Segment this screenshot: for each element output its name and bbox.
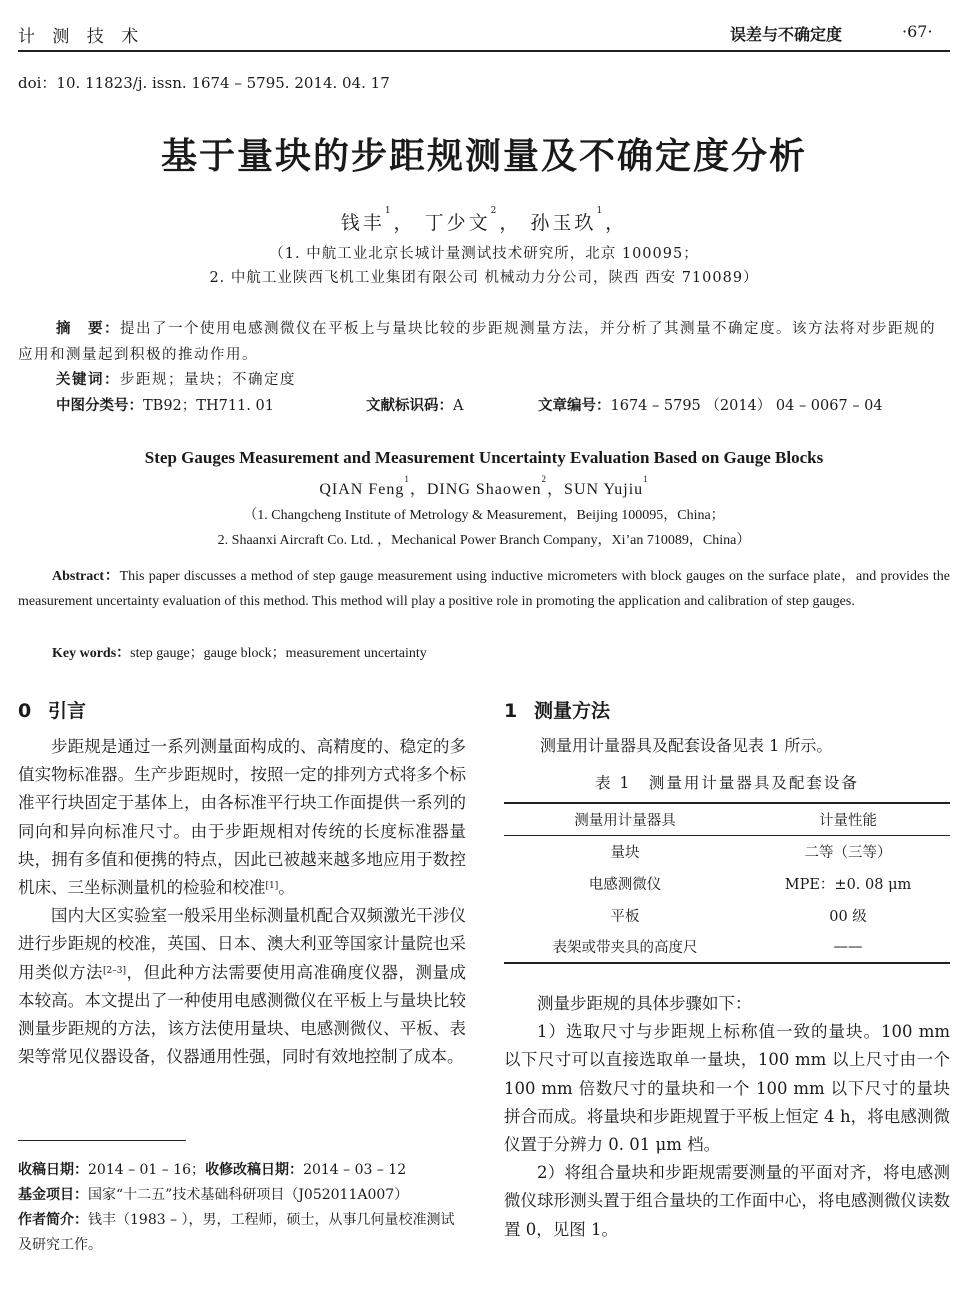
author-affil-mark: 1 [596,206,606,216]
table-cell: 00 级 [829,908,867,925]
intro-body [18,733,466,1071]
keywords-cn [56,368,296,389]
table-header-cell: 测量用计量器具 [504,803,746,835]
author-name-en: QIAN Feng [319,481,405,498]
authors-en: QIAN Feng$^1$，DING Shaowen$^2$，SUN Yujiu$^1$ [319,474,649,498]
footnote-rule [18,1140,186,1141]
keywords-cn-text: 步距规；量块；不确定度 [120,372,296,388]
footnote-fund [18,1183,466,1208]
section-heading-1 [504,696,610,723]
table-cell: 电感测微仪 [588,876,662,893]
citation-ref: [2–3] [103,965,126,976]
journal-name: 计 测 技 术 [18,27,145,47]
intro-paragraph-1 [18,733,466,902]
doc-code-label: 文献标识码： [366,398,453,414]
abstract-cn [18,316,950,368]
table-row [504,899,950,931]
section-title: 测量方法 [534,700,611,722]
section-number: 1 [504,700,518,722]
article-number-label: 文章编号： [538,398,611,414]
author-name: 钱丰 [340,212,385,234]
keywords-en [52,642,427,662]
table-header-row [504,803,950,835]
footnote-label: 收稿日期： [18,1162,88,1178]
footnote-label: 作者简介： [18,1212,88,1228]
footnote-value: 国家“十二五”技术基础科研项目（J052011A007） [88,1187,409,1203]
affiliation-en-1: （1. Changcheng Institute of Metrology & Measurement，Beijing 100095，China； [243,508,725,523]
header-rule [18,50,950,52]
author-separator: ， [393,212,416,234]
citation-ref: [1] [265,881,279,892]
doi: doi：10. 11823/j. issn. 1674 – 5795. 2014. 04. 17 [18,74,390,92]
method-body [504,990,950,1244]
clc-number [56,394,274,415]
author-affil-mark: 1 [404,474,410,484]
footnote-value: 2014 – 01 – 16； [88,1162,206,1178]
keywords-en-label: Key words： [52,646,131,661]
article-number-value: 1674 – 5795 （2014） 04 – 0067 – 04 [610,398,883,414]
footnote-label: 基金项目： [18,1187,88,1203]
abstract-en-label: Abstract： [52,569,120,584]
table-cell: 平板 [610,908,640,925]
footnote [18,1158,466,1258]
author-affil-mark: 2 [541,474,548,484]
table-caption: 表 1 测量用计量器具及配套设备 [595,774,859,792]
keywords-cn-label: 关键词： [56,372,120,388]
clc-value: TB92；TH711. 01 [143,398,274,414]
paragraph-text: 步距规是通过一系列测量面构成的、高精度的、稳定的多值实物标准器。生产步距规时，按照一定的排列方式将多个标准平行块固定于基体上，由各标准平行块工作面提供一系列的同向和异向标准尺寸。由于步距规相对传统的长度标准器量块，拥有多值和便携的特点，因此已被越来越多地应用于数控机床、三坐标测量机的检验和校准 [18,737,466,898]
author-affil-mark: 1 [643,474,649,484]
step-1: 1）选取尺寸与步距规上标称值一致的量块。100 mm 以下尺寸可以直接选取单一量块，100 mm 以上尺寸由一个 100 mm 倍数尺寸的量块和一个 100 mm 以下尺寸的量块拼合而成。将量块和步距规置于平板上恒定 4 h，将电感测微仪置于分辨力 0. 01 μm 档。 [504,1022,950,1155]
section-heading-0 [18,696,86,723]
paragraph-text: ，但此种方法需要使用高准确度仪器，测量成本较高。本文提出了一种使用电感测微仪在平板上与量块比较测量步距规的方法，该方法使用量块、电感测微仪、平板、表架等常见仪器设备，仪器通用性强，同时有效地控制了成本。 [18,962,467,1067]
steps-intro: 测量步距规的具体步骤如下： [537,994,752,1013]
page-number: ·67· [902,22,933,41]
article-number [538,394,883,415]
paragraph-text: 。 [278,878,295,898]
document-code [366,394,463,415]
paragraph-text: 国内大区实验室一般采用坐标测量机配合双频激光干涉仪进行步距规的校准，英国、日本、澳大利亚等国家计量院也采用类似方法 [18,906,466,982]
table-row [504,931,950,963]
footnote-dates [18,1158,466,1183]
section-number: 0 [18,700,32,722]
clc-label: 中图分类号： [56,398,143,414]
method-intro: 测量用计量器具及配套设备见表 1 所示。 [540,736,833,755]
author-name-en: DING Shaowen [426,481,542,498]
footnote-value: 钱丰（1983 – ），男，工程师，硕士，从事几何量校准测试及研究工作。 [18,1212,455,1253]
author-name-en: SUN Yujiu [564,481,644,498]
footnote-author [18,1208,466,1258]
equipment-table [504,802,950,964]
abstract-cn-label: 摘 要： [56,321,120,337]
author-affil-mark: 2 [490,206,500,216]
table-cell: 表架或带夹具的高度尺 [504,931,746,963]
author-name: 丁少文 [424,212,491,234]
affiliation-en-2: 2. Shaanxi Aircraft Co. Ltd. ，Mechanical Power Branch Company，Xi’an 710089，China） [217,533,751,548]
abstract-en-text: This paper discusses a method of step gauge measurement using inductive micrometers with block gauges on the surface plate，and provides the measurement uncertainty evaluation of this method. This method will play a positive role in promoting the application and calibration of step gauges. [18,569,950,609]
affiliation-cn-2: 2. 中航工业陕西飞机工业集团有限公司 机械动力分公司，陕西 西安 710089） [209,270,759,286]
footnote-value: 2014 – 03 – 12 [303,1162,407,1178]
abstract-cn-text: 提出了一个使用电感测微仪在平板上与量块比较的步距规测量方法，并分析了其测量不确定度。该方法将对步距规的应用和测量起到积极的推动作用。 [18,321,936,363]
author-separator: ， [499,212,522,234]
intro-paragraph-2 [18,902,466,1071]
section-title: 引言 [48,700,87,722]
table-cell: —— [746,931,950,963]
table-cell: MPE：±0. 08 μm [784,876,912,893]
author-separator: ， [605,212,628,234]
authors-cn [0,208,968,235]
doc-code-value: A [453,398,464,414]
abstract-en [18,564,950,614]
paper-title-en: Step Gauges Measurement and Measurement Uncertainty Evaluation Based on Gauge Blocks [144,448,824,467]
table-header-cell: 计量性能 [746,803,950,835]
table-cell: 二等（三等） [804,844,892,861]
table-cell: 量块 [610,844,640,861]
paper-title-cn: 基于量块的步距规测量及不确定度分析 [160,136,807,177]
table-row [504,867,950,899]
table-row [504,835,950,867]
section-name: 误差与不确定度 [730,25,843,44]
author-name: 孙玉玖 [530,212,597,234]
keywords-en-text: step gauge；gauge block；measurement uncertainty [130,646,427,661]
footnote-label: 收修改稿日期： [205,1162,304,1178]
affiliation-cn-1: （1. 中航工业北京长城计量测试技术研究所，北京 100095； [269,246,699,262]
author-affil-mark: 1 [384,206,394,216]
step-2: 2）将组合量块和步距规需要测量的平面对齐，将电感测微仪球形测头置于组合量块的工作面中心，将电感测微仪读数置 0，见图 1。 [504,1163,950,1239]
